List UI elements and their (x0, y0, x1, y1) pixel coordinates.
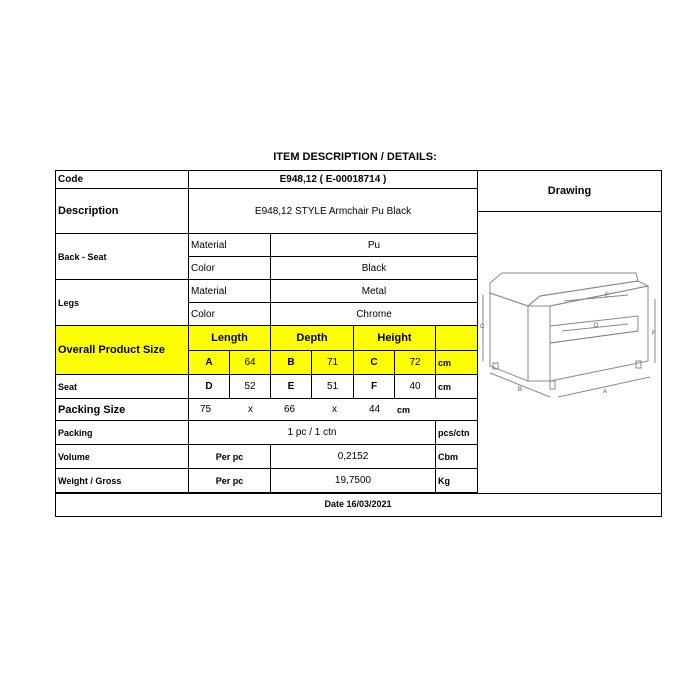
depth-header: Depth (271, 326, 354, 351)
seat-f-value: 40 (395, 375, 436, 399)
legs-color-label: Color (189, 303, 271, 326)
drawing-area (478, 211, 661, 421)
length-header: Length (189, 326, 271, 351)
seat-unit: cm (436, 375, 478, 399)
seat-f-letter: F (354, 375, 395, 399)
details-table (55, 170, 662, 517)
overall-c-letter: C (354, 351, 395, 375)
drawing-label-e: E (605, 293, 610, 299)
packing-size-x2: x (332, 404, 337, 415)
drawing-header: Drawing (478, 171, 661, 212)
description-label: Description (56, 189, 189, 234)
drawing-blank (478, 421, 661, 493)
seat-d-letter: D (189, 375, 230, 399)
description-value: E948,12 STYLE Armchair Pu Black (189, 189, 478, 234)
packing-size-values (189, 399, 478, 421)
overall-header-spacer (436, 326, 478, 351)
drawing-label-a: A (603, 389, 608, 395)
legs-material-label: Material (189, 280, 271, 303)
overall-unit: cm (436, 351, 478, 375)
legs-material-value: Metal (271, 280, 478, 303)
packing-size-depth: 66 (284, 404, 296, 415)
packing-label: Packing (56, 421, 189, 445)
drawing-label-b: B (518, 387, 523, 393)
seat-e-letter: E (271, 375, 312, 399)
seat-e-value: 51 (312, 375, 354, 399)
weight-value: 19,7500 (271, 469, 436, 493)
volume-unit: Cbm (436, 445, 478, 469)
packing-size-label: Packing Size (56, 399, 189, 421)
overall-c-value: 72 (395, 351, 436, 375)
packing-unit: pcs/ctn (436, 421, 478, 445)
page-title: ITEM DESCRIPTION / DETAILS: (273, 151, 437, 163)
volume-per: Per pc (189, 445, 271, 469)
code-label: Code (56, 171, 189, 189)
date-footer: Date 16/03/2021 (324, 499, 392, 509)
code-value: E948,12 ( E-00018714 ) (189, 171, 478, 189)
packing-size-x1: x (248, 404, 253, 415)
back-seat-color-label: Color (189, 257, 271, 280)
seat-d-value: 52 (230, 375, 271, 399)
legs-label: Legs (56, 280, 189, 326)
armchair-drawing (478, 211, 661, 421)
weight-per: Per pc (189, 469, 271, 493)
height-header: Height (354, 326, 436, 351)
drawing-label-f: F (652, 331, 656, 337)
back-seat-material-label: Material (189, 234, 271, 257)
packing-size-unit: cm (397, 404, 411, 415)
packing-size-height: 44 (369, 404, 381, 415)
back-seat-color-value: Black (271, 257, 478, 280)
overall-b-letter: B (271, 351, 312, 375)
back-seat-label: Back - Seat (56, 234, 189, 280)
drawing-label-d: D (594, 323, 599, 329)
weight-label: Weight / Gross (56, 469, 189, 493)
overall-b-value: 71 (312, 351, 354, 375)
legs-color-value: Chrome (271, 303, 478, 326)
drawing-label-c: C (480, 324, 485, 330)
volume-value: 0,2152 (271, 445, 436, 469)
volume-label: Volume (56, 445, 189, 469)
packing-value: 1 pc / 1 ctn (189, 421, 436, 445)
overall-size-label: Overall Product Size (56, 326, 189, 375)
seat-label: Seat (56, 375, 189, 399)
overall-a-letter: A (189, 351, 230, 375)
back-seat-material-value: Pu (271, 234, 478, 257)
weight-unit: Kg (436, 469, 478, 493)
packing-size-length: 75 (200, 404, 212, 415)
overall-a-value: 64 (230, 351, 271, 375)
